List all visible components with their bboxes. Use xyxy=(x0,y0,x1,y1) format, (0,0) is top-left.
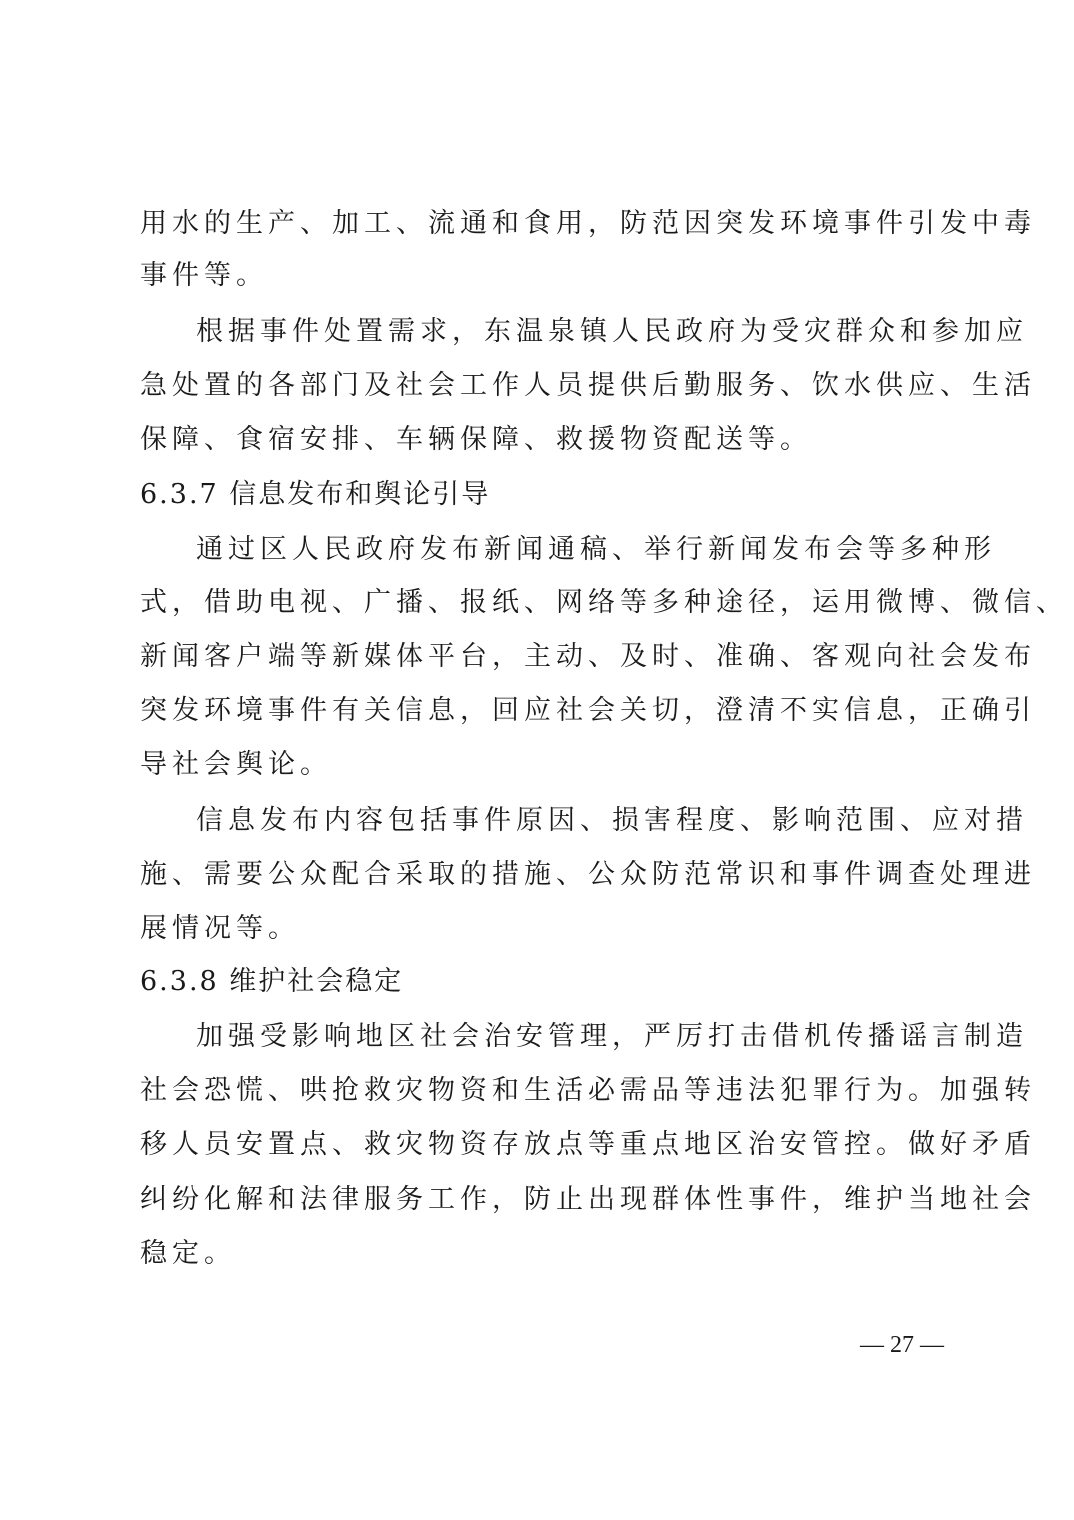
section-heading-6-3-8: 6.3.8 维护社会稳定 xyxy=(140,966,404,997)
paragraph-1-line-2: 事件等。 xyxy=(140,260,268,291)
paragraph-5-line-1: 加强受影响地区社会治安管理，严厉打击借机传播谣言制造 xyxy=(196,1021,1028,1052)
section-heading-6-3-7: 6.3.7 信息发布和舆论引导 xyxy=(140,479,491,510)
paragraph-4-line-2: 施、需要公众配合采取的措施、公众防范常识和事件调查处理进 xyxy=(140,859,1036,890)
paragraph-3-line-5: 导社会舆论。 xyxy=(140,749,332,780)
paragraph-5-line-2: 社会恐慌、哄抢救灾物资和生活必需品等违法犯罪行为。加强转 xyxy=(140,1075,1036,1106)
paragraph-2-line-3: 保障、食宿安排、车辆保障、救援物资配送等。 xyxy=(140,424,812,455)
paragraph-3-line-1: 通过区人民政府发布新闻通稿、举行新闻发布会等多种形 xyxy=(196,534,996,565)
paragraph-5-line-3: 移人员安置点、救灾物资存放点等重点地区治安管控。做好矛盾 xyxy=(140,1129,1036,1160)
paragraph-1-line-1: 用水的生产、加工、流通和食用，防范因突发环境事件引发中毒 xyxy=(140,208,1036,239)
paragraph-5-line-5: 稳定。 xyxy=(140,1238,236,1269)
paragraph-4-line-1: 信息发布内容包括事件原因、损害程度、影响范围、应对措 xyxy=(196,805,1028,836)
paragraph-5-line-4: 纠纷化解和法律服务工作，防止出现群体性事件，维护当地社会 xyxy=(140,1184,1036,1215)
page-number: — 27 — xyxy=(860,1332,944,1358)
paragraph-4-line-3: 展情况等。 xyxy=(140,913,300,944)
paragraph-3-line-2: 式，借助电视、广播、报纸、网络等多种途径，运用微博、微信、 xyxy=(140,587,1068,618)
paragraph-2-line-2: 急处置的各部门及社会工作人员提供后勤服务、饮水供应、生活 xyxy=(140,370,1036,401)
paragraph-3-line-4: 突发环境事件有关信息，回应社会关切，澄清不实信息，正确引 xyxy=(140,695,1036,726)
paragraph-3-line-3: 新闻客户端等新媒体平台，主动、及时、准确、客观向社会发布 xyxy=(140,641,1036,672)
paragraph-2-line-1: 根据事件处置需求，东温泉镇人民政府为受灾群众和参加应 xyxy=(196,316,1028,347)
